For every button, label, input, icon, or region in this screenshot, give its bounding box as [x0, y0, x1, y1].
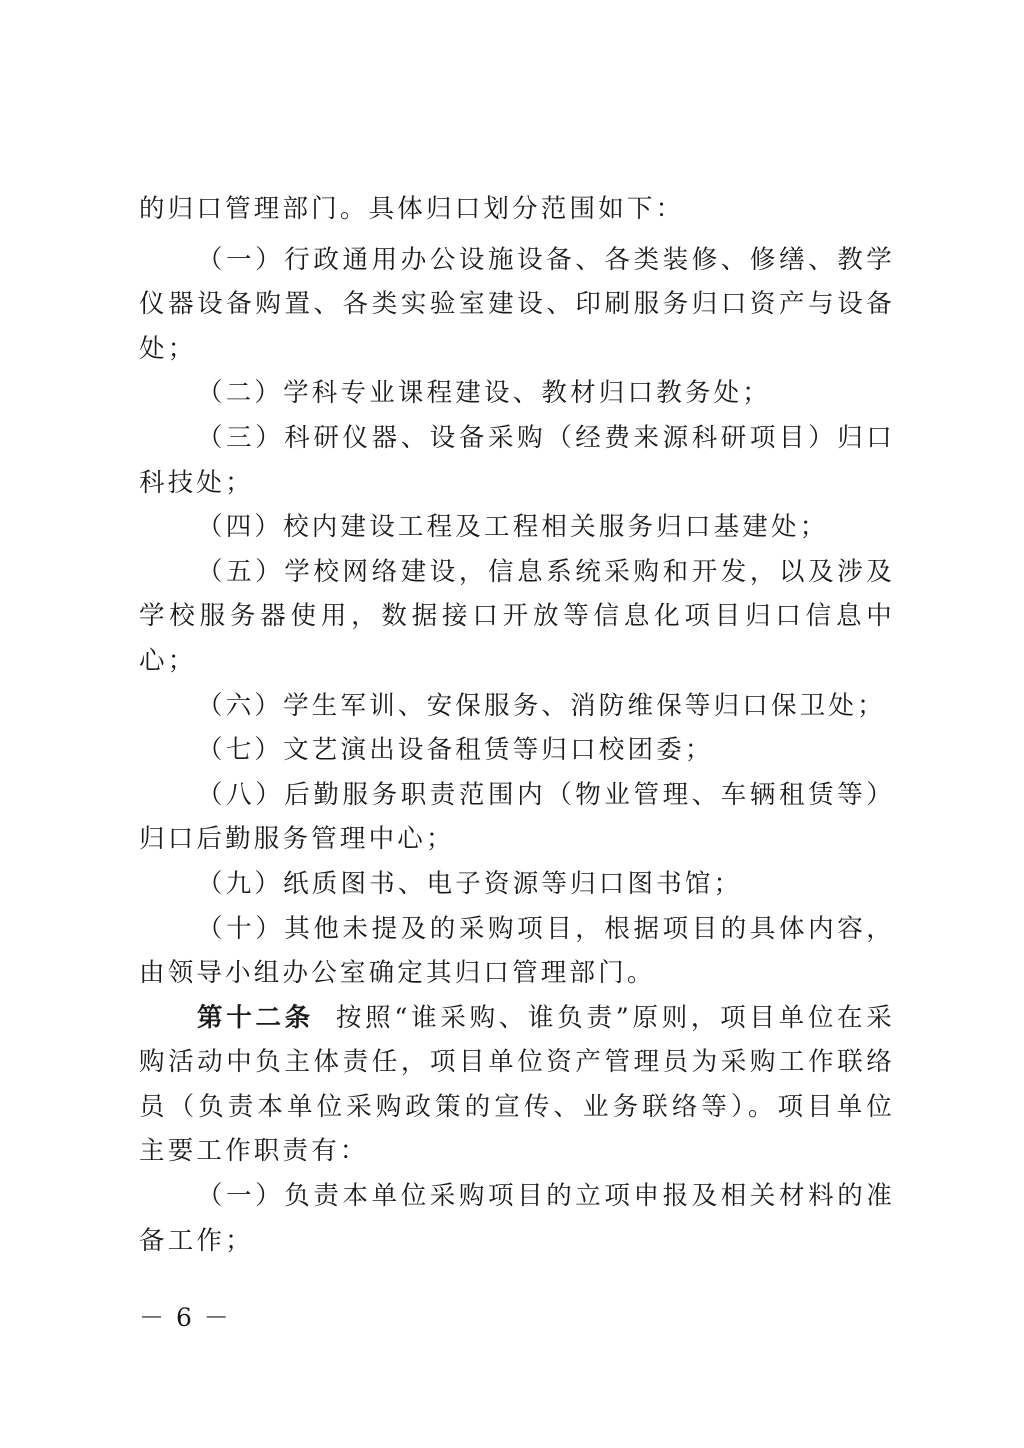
scope-item-4: （四）校内建设工程及工程相关服务归口基建处； [197, 512, 829, 543]
intro-continuation: 的归口管理部门。具体归口划分范围如下： [139, 194, 685, 224]
page-number: － 6 － [139, 1303, 231, 1332]
scope-item-8: （八）后勤服务职责范围内（物业管理、车辆租赁等）归口后勤服务管理中心； [139, 779, 895, 855]
document-body [139, 187, 895, 1263]
scope-item-6: （六）学生军训、安保服务、消防维保等归口保卫处； [197, 690, 886, 721]
scope-item-10: （十）其他未提及的采购项目，根据项目的具体内容，由领导小组办公室确定其归口管理部门。 [139, 913, 895, 989]
scope-item-3: （三）科研仪器、设备采购（经费来源科研项目）归口科技处； [139, 422, 895, 498]
scope-item-1: （一）行政通用办公设施设备、各类装修、修缮、教学仪器设备购置、各类实验室建设、印刷服务归口资产与设备处； [139, 244, 895, 364]
scope-item-2: （二）学科专业课程建设、教材归口教务处； [197, 378, 772, 409]
article-text: 按照“谁采购、谁负责”原则，项目单位在采购活动中负主体责任，项目单位资产管理员为采购工作联络员（负责本单位采购政策的宣传、业务联络等）。项目单位主要工作职责有： [139, 1002, 895, 1167]
scope-item-5: （五）学校网络建设，信息系统采购和开发，以及涉及学校服务器使用，数据接口开放等信息化项目归口信息中心； [139, 556, 895, 676]
scope-item-9: （九）纸质图书、电子资源等归口图书馆； [197, 868, 743, 899]
duty-item-1: （一）负责本单位采购项目的立项申报及相关材料的准备工作； [139, 1181, 895, 1256]
article-title: 第十二条 [197, 1002, 314, 1033]
scope-item-7: （七）文艺演出设备租赁等归口校团委； [197, 735, 714, 766]
article-12 [139, 996, 895, 1174]
